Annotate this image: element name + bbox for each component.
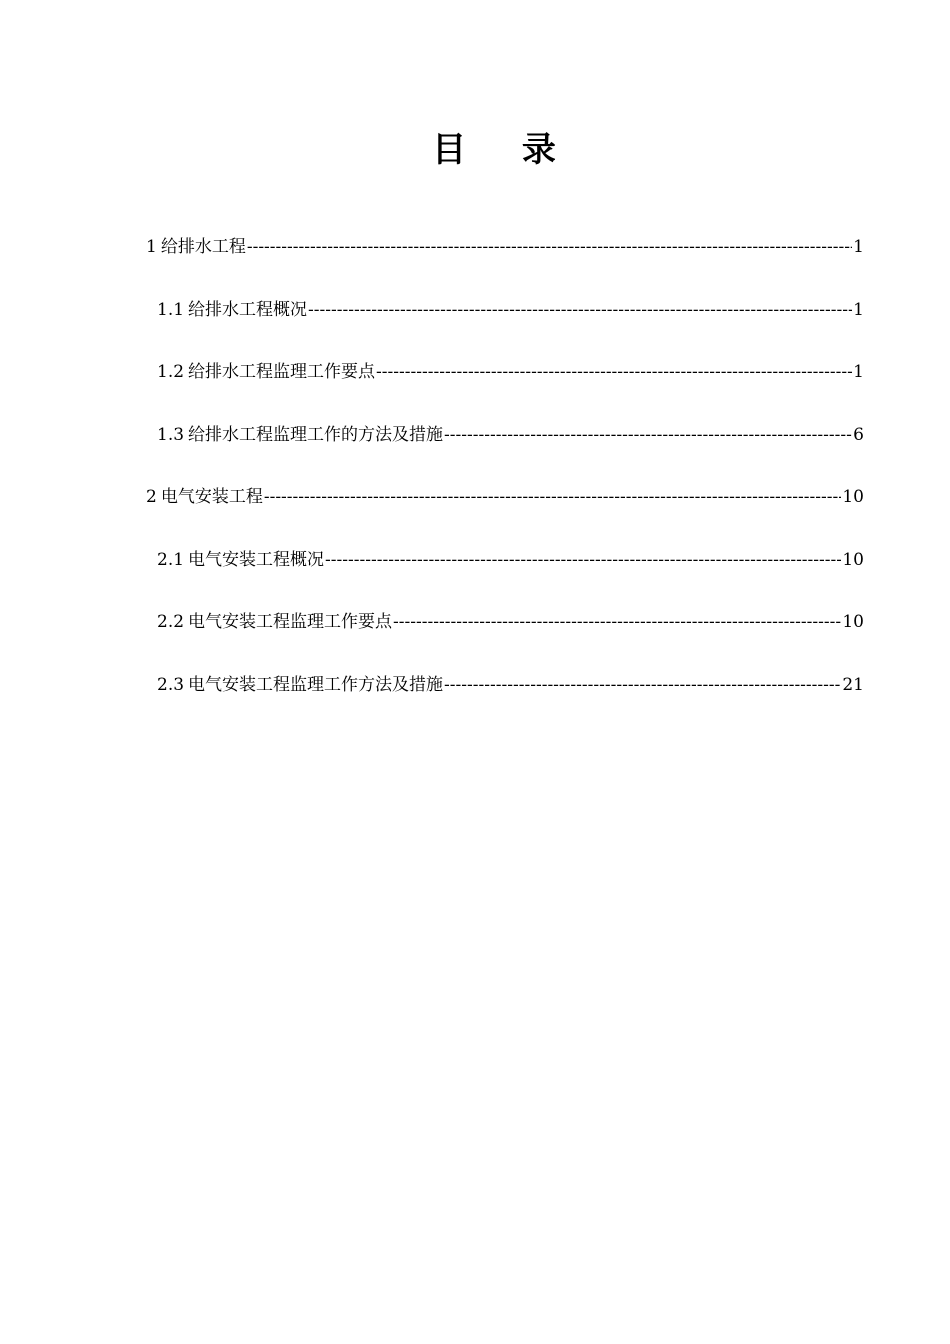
toc-entry-number: 2 — [146, 487, 157, 507]
toc-entry-number: 1 — [146, 237, 157, 257]
toc-entry-number: 1.3 — [157, 425, 185, 445]
toc-entry-number: 1.2 — [157, 362, 185, 382]
toc-entry-text: 给排水工程 — [160, 237, 246, 257]
toc-entry-number: 2.3 — [157, 675, 185, 695]
toc-entry-leader — [376, 357, 852, 387]
toc-entry-leader — [444, 420, 852, 450]
toc-entry-leader — [393, 607, 841, 637]
toc-entry-leader — [325, 545, 841, 575]
toc-entry-1[interactable] — [146, 232, 864, 262]
toc-entry-2-1[interactable] — [157, 545, 864, 575]
toc-entry-page: 10 — [842, 550, 864, 570]
toc-entry-text: 给排水工程监理工作要点 — [188, 362, 376, 382]
toc-entry-page: 1 — [853, 300, 864, 320]
toc-entry-page: 10 — [842, 487, 864, 507]
toc-entry-text: 电气安装工程监理工作要点 — [188, 612, 393, 632]
toc-entry-text: 给排水工程概况 — [188, 300, 308, 320]
toc-entry-leader — [247, 232, 852, 262]
toc-entry-1-3[interactable] — [157, 420, 864, 450]
toc-entry-text: 电气安装工程监理工作方法及措施 — [188, 675, 444, 695]
toc-entry-text: 给排水工程监理工作的方法及措施 — [188, 425, 444, 445]
toc-entry-leader — [308, 295, 852, 325]
toc-entry-text: 电气安装工程概况 — [188, 550, 325, 570]
toc-entry-leader — [264, 482, 842, 512]
toc-entry-number: 1.1 — [157, 300, 185, 320]
toc-entry-leader — [444, 670, 841, 700]
toc-entry-page: 10 — [842, 612, 864, 632]
toc-entry-page: 6 — [853, 425, 864, 445]
toc-entry-2-2[interactable] — [157, 607, 864, 637]
toc-entry-1-2[interactable] — [157, 357, 864, 387]
toc-entry-number: 2.1 — [157, 550, 185, 570]
toc-entry-page: 1 — [853, 237, 864, 257]
toc-entry-text: 电气安装工程 — [160, 487, 263, 507]
toc-entry-number: 2.2 — [157, 612, 185, 632]
toc-entry-2-3[interactable] — [157, 670, 864, 700]
toc-title: 目 录 — [432, 130, 578, 170]
toc-entry-page: 21 — [842, 675, 864, 695]
toc-entry-2[interactable] — [146, 482, 864, 512]
toc-entry-1-1[interactable] — [157, 295, 864, 325]
toc-entry-page: 1 — [853, 362, 864, 382]
